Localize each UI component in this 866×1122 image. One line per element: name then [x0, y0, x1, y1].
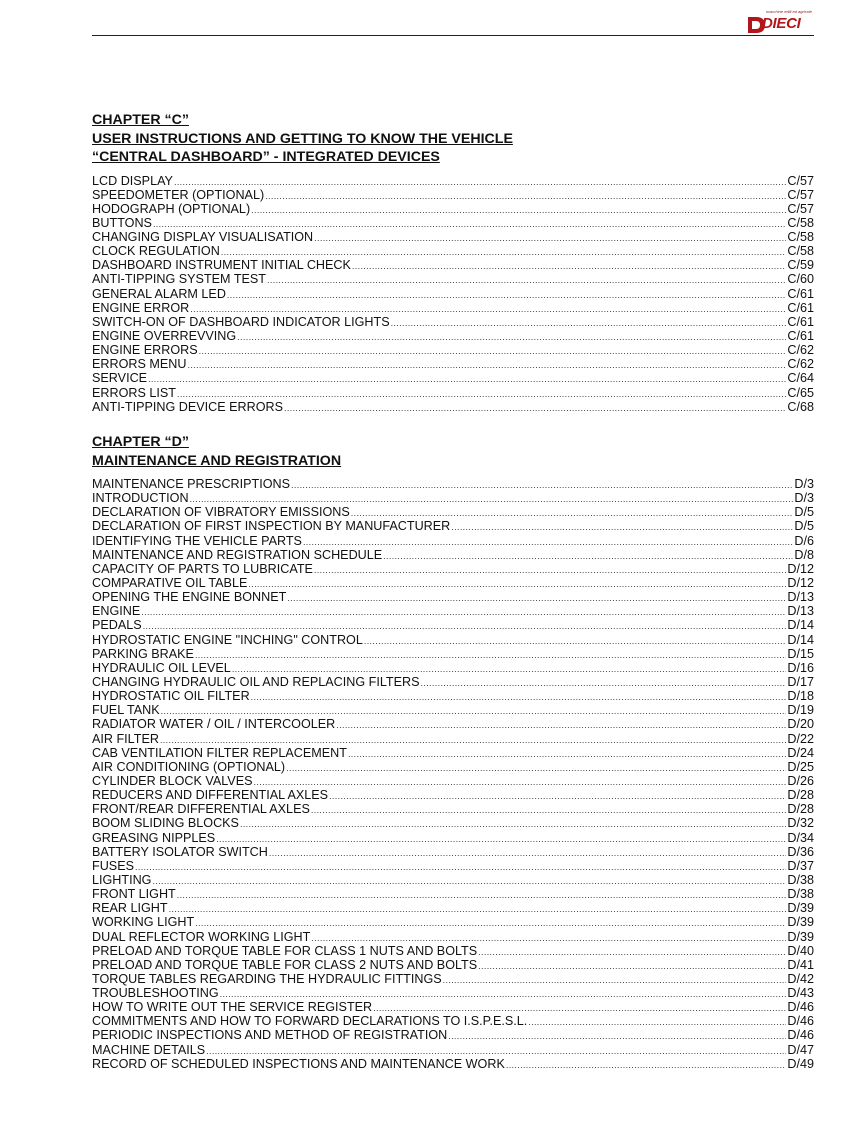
toc-dot-leader	[221, 245, 787, 259]
toc-dot-leader	[135, 860, 786, 874]
logo-tagline: macchine edili ed agricole	[766, 9, 813, 14]
toc-entry-page: D/46	[787, 1028, 814, 1043]
toc-entry-page: C/61	[787, 314, 814, 329]
toc-entry-title: HOW TO WRITE OUT THE SERVICE REGISTER	[92, 1000, 373, 1015]
toc-entry[interactable]	[92, 1057, 814, 1071]
toc-dot-leader	[443, 973, 787, 987]
toc-entry-title: SWITCH-ON OF DASHBOARD INDICATOR LIGHTS	[92, 314, 390, 329]
toc-entry-page: D/17	[787, 674, 814, 689]
header-divider	[92, 35, 814, 36]
toc-entry-title: FUEL TANK	[92, 703, 160, 718]
toc-entry-title: CHANGING DISPLAY VISUALISATION	[92, 230, 314, 245]
toc-entry[interactable]	[92, 788, 814, 802]
toc-dot-leader	[267, 273, 786, 287]
toc-dot-leader	[303, 535, 793, 549]
toc-entry-page: D/8	[794, 547, 814, 562]
toc-dot-leader	[248, 577, 786, 591]
toc-dot-leader	[227, 288, 786, 302]
toc-entry[interactable]	[92, 272, 814, 286]
toc-entry-page: C/57	[787, 201, 814, 216]
chapter-d-subtitle: MAINTENANCE AND REGISTRATION	[92, 452, 342, 469]
toc-entry-title: REAR LIGHT	[92, 901, 168, 916]
toc-entry-title: CHANGING HYDRAULIC OIL AND REPLACING FILTERS	[92, 674, 420, 689]
toc-dot-leader	[351, 506, 794, 520]
toc-entry[interactable]	[92, 329, 814, 343]
toc-dot-leader	[177, 387, 786, 401]
toc-dot-leader	[478, 959, 786, 973]
toc-entry[interactable]	[92, 604, 814, 618]
toc-dot-leader	[269, 846, 787, 860]
toc-entry[interactable]	[92, 576, 814, 590]
toc-entry-page: C/61	[787, 329, 814, 344]
toc-entry[interactable]	[92, 562, 814, 576]
toc-entry[interactable]	[92, 618, 814, 632]
toc-entry[interactable]	[92, 915, 814, 929]
toc-dot-leader	[364, 634, 787, 648]
toc-entry-title: DUAL REFLECTOR WORKING LIGHT	[92, 929, 311, 944]
toc-dot-leader	[152, 874, 786, 888]
toc-entry-title: COMMITMENTS AND HOW TO FORWARD DECLARATIONS TO I.S.P.E.S.L.	[92, 1014, 528, 1029]
toc-entry[interactable]	[92, 675, 814, 689]
toc-dot-leader	[329, 789, 786, 803]
toc-entry-page: D/20	[787, 717, 814, 732]
toc-dot-leader	[506, 1058, 787, 1072]
toc-entry-page: D/14	[787, 618, 814, 633]
toc-dot-leader	[528, 1015, 786, 1029]
toc-entry-page: C/58	[787, 230, 814, 245]
toc-entry-title: RECORD OF SCHEDULED INSPECTIONS AND MAINTENANCE WORK	[92, 1056, 505, 1071]
toc-entry-title: MACHINE DETAILS	[92, 1042, 206, 1057]
toc-entry-page: C/61	[787, 286, 814, 301]
toc-entry-title: REDUCERS AND DIFFERENTIAL AXLES	[92, 788, 329, 803]
toc-entry-page: C/61	[787, 300, 814, 315]
toc-entry-title: OPENING THE ENGINE BONNET	[92, 590, 287, 605]
toc-dot-leader	[383, 549, 793, 563]
toc-entry[interactable]	[92, 343, 814, 357]
toc-dot-leader	[348, 747, 786, 761]
toc-dot-leader	[265, 189, 786, 203]
toc-entry-title: WORKING LIGHT	[92, 915, 195, 930]
toc-entry-title: MAINTENANCE AND REGISTRATION SCHEDULE	[92, 547, 383, 562]
dieci-logo	[746, 8, 814, 34]
toc-entry-title: PRELOAD AND TORQUE TABLE FOR CLASS 1 NUTS AND BOLTS	[92, 943, 478, 958]
toc-dot-leader	[314, 563, 786, 577]
toc-entry-title: SPEEDOMETER (OPTIONAL)	[92, 187, 265, 202]
toc-dot-leader	[237, 330, 786, 344]
toc-entry-page: D/39	[787, 915, 814, 930]
chapter-d-title: CHAPTER “D”	[92, 434, 189, 450]
toc-entry[interactable]	[92, 188, 814, 202]
toc-entry[interactable]	[92, 371, 814, 385]
toc-entry-title: CLOCK REGULATION	[92, 244, 220, 259]
toc-dot-leader	[190, 492, 794, 506]
toc-entry[interactable]	[92, 845, 814, 859]
toc-entry-page: C/57	[787, 173, 814, 188]
toc-entry-page: D/5	[794, 505, 814, 520]
toc-entry[interactable]	[92, 873, 814, 887]
toc-entry-page: D/26	[787, 773, 814, 788]
toc-dot-leader	[478, 945, 786, 959]
toc-dot-leader	[206, 1044, 786, 1058]
toc-entry[interactable]	[92, 548, 814, 562]
toc-dot-leader	[169, 902, 787, 916]
chapter-c-section-title: “CENTRAL DASHBOARD” - INTEGRATED DEVICES	[92, 149, 440, 165]
toc-entry-page: D/38	[787, 887, 814, 902]
toc-entry[interactable]	[92, 746, 814, 760]
chapter-c-toc	[92, 174, 814, 414]
toc-entry[interactable]	[92, 491, 814, 505]
toc-entry-page: D/24	[787, 745, 814, 760]
toc-entry-page: D/43	[787, 986, 814, 1001]
toc-entry[interactable]	[92, 400, 814, 414]
toc-dot-leader	[216, 832, 786, 846]
toc-dot-leader	[251, 690, 787, 704]
toc-entry-title: LIGHTING	[92, 872, 152, 887]
toc-entry-page: D/46	[787, 1000, 814, 1015]
chapter-c-section	[92, 111, 814, 414]
toc-dot-leader	[195, 916, 786, 930]
toc-entry-page: C/62	[787, 343, 814, 358]
toc-entry[interactable]	[92, 477, 814, 491]
chapter-d-toc	[92, 477, 814, 1071]
toc-entry[interactable]	[92, 944, 814, 958]
toc-dot-leader	[199, 344, 787, 358]
toc-entry-page: D/37	[787, 858, 814, 873]
chapter-c-subtitle: USER INSTRUCTIONS AND GETTING TO KNOW THE VEHICLE	[92, 130, 513, 147]
toc-entry-page: D/6	[794, 533, 814, 548]
toc-entry-title: TORQUE TABLES REGARDING THE HYDRAULIC FITTINGS	[92, 971, 442, 986]
toc-entry[interactable]	[92, 258, 814, 272]
toc-dot-leader	[373, 1001, 786, 1015]
toc-dot-leader	[187, 358, 786, 372]
toc-entry-page: C/64	[787, 371, 814, 386]
toc-entry-page: D/13	[787, 590, 814, 605]
toc-entry-page: D/28	[787, 788, 814, 803]
toc-entry-title: PRELOAD AND TORQUE TABLE FOR CLASS 2 NUTS AND BOLTS	[92, 957, 478, 972]
toc-entry-page: D/40	[787, 943, 814, 958]
toc-entry-title: COMPARATIVE OIL TABLE	[92, 575, 248, 590]
toc-entry[interactable]	[92, 831, 814, 845]
toc-entry[interactable]	[92, 930, 814, 944]
toc-entry[interactable]	[92, 386, 814, 400]
toc-entry-title: CAPACITY OF PARTS TO LUBRICATE	[92, 561, 313, 576]
toc-entry-title: HODOGRAPH (OPTIONAL)	[92, 201, 251, 216]
toc-entry-title: CYLINDER BLOCK VALVES	[92, 773, 253, 788]
toc-entry-page: D/22	[787, 731, 814, 746]
toc-entry-page: C/59	[787, 258, 814, 273]
toc-entry-title: HYDROSTATIC OIL FILTER	[92, 689, 250, 704]
toc-dot-leader	[314, 231, 786, 245]
toc-entry[interactable]	[92, 357, 814, 371]
toc-entry-page: D/46	[787, 1014, 814, 1029]
toc-entry[interactable]	[92, 1014, 814, 1028]
toc-entry-title: ERRORS LIST	[92, 385, 176, 400]
toc-entry[interactable]	[92, 816, 814, 830]
toc-entry[interactable]	[92, 661, 814, 675]
toc-entry[interactable]	[92, 216, 814, 230]
toc-entry-title: CAB VENTILATION FILTER REPLACEMENT	[92, 745, 347, 760]
toc-entry-title: ENGINE ERROR	[92, 300, 190, 315]
toc-entry-page: D/12	[787, 561, 814, 576]
toc-entry-title: ENGINE ERRORS	[92, 343, 198, 358]
toc-entry-page: D/19	[787, 703, 814, 718]
toc-entry-title: FRONT/REAR DIFFERENTIAL AXLES	[92, 802, 310, 817]
toc-entry[interactable]	[92, 703, 814, 717]
toc-entry-title: GREASING NIPPLES	[92, 830, 216, 845]
toc-dot-leader	[291, 478, 793, 492]
toc-entry-title: AIR CONDITIONING (OPTIONAL)	[92, 759, 286, 774]
toc-entry-title: INTRODUCTION	[92, 491, 189, 506]
logo-wordmark: DIECI	[762, 15, 801, 32]
toc-entry-page: D/16	[787, 660, 814, 675]
toc-dot-leader	[311, 931, 786, 945]
toc-entry-title: IDENTIFYING THE VEHICLE PARTS	[92, 533, 302, 548]
toc-entry-title: MAINTENANCE PRESCRIPTIONS	[92, 477, 291, 491]
toc-entry-page: D/12	[787, 575, 814, 590]
toc-entry[interactable]	[92, 287, 814, 301]
toc-dot-leader	[177, 888, 787, 902]
toc-entry[interactable]	[92, 958, 814, 972]
toc-entry[interactable]	[92, 505, 814, 519]
toc-entry-title: HYDROSTATIC ENGINE "INCHING" CONTROL	[92, 632, 363, 647]
toc-entry-title: ENGINE	[92, 604, 141, 619]
toc-dot-leader	[195, 648, 786, 662]
toc-entry[interactable]	[92, 802, 814, 816]
toc-entry[interactable]	[92, 859, 814, 873]
chapter-d-section	[92, 433, 814, 1071]
toc-dot-leader	[286, 761, 786, 775]
toc-entry[interactable]	[92, 717, 814, 731]
toc-entry-title: GENERAL ALARM LED	[92, 286, 226, 301]
toc-dot-leader	[160, 733, 786, 747]
toc-entry[interactable]	[92, 202, 814, 216]
toc-entry[interactable]	[92, 647, 814, 661]
toc-entry-title: HYDRAULIC OIL LEVEL	[92, 660, 231, 675]
toc-entry-title: RADIATOR WATER / OIL / INTERCOOLER	[92, 717, 336, 732]
toc-entry[interactable]	[92, 689, 814, 703]
toc-dot-leader	[391, 316, 787, 330]
toc-entry[interactable]	[92, 1028, 814, 1042]
toc-entry-page: D/36	[787, 844, 814, 859]
toc-entry-title: ERRORS MENU	[92, 357, 187, 372]
toc-entry[interactable]	[92, 732, 814, 746]
toc-entry-page: D/5	[794, 519, 814, 534]
toc-entry-page: D/41	[787, 957, 814, 972]
toc-dot-leader	[451, 520, 793, 534]
toc-entry-page: D/38	[787, 872, 814, 887]
toc-entry-title: FRONT LIGHT	[92, 887, 176, 902]
toc-entry-page: D/42	[787, 971, 814, 986]
toc-entry[interactable]	[92, 1043, 814, 1057]
toc-entry-page: D/34	[787, 830, 814, 845]
toc-entry-page: C/57	[787, 187, 814, 202]
toc-entry-page: D/39	[787, 929, 814, 944]
toc-entry-title: AIR FILTER	[92, 731, 159, 746]
toc-dot-leader	[352, 259, 786, 273]
toc-dot-leader	[220, 987, 787, 1001]
toc-entry[interactable]	[92, 972, 814, 986]
toc-dot-leader	[232, 662, 787, 676]
toc-entry-title: FUSES	[92, 858, 134, 873]
toc-entry-page: D/28	[787, 802, 814, 817]
toc-entry-page: D/49	[787, 1056, 814, 1071]
toc-entry-page: C/62	[787, 357, 814, 372]
toc-dot-leader	[190, 302, 786, 316]
toc-dot-leader	[287, 591, 786, 605]
toc-entry-page: D/39	[787, 901, 814, 916]
toc-entry-page: D/3	[794, 477, 814, 491]
toc-dot-leader	[240, 817, 786, 831]
toc-entry[interactable]	[92, 244, 814, 258]
toc-entry-title: ENGINE OVERREVVING	[92, 329, 237, 344]
toc-entry-title: PARKING BRAKE	[92, 646, 194, 661]
toc-entry-page: D/13	[787, 604, 814, 619]
toc-entry[interactable]	[92, 519, 814, 533]
toc-dot-leader	[161, 704, 787, 718]
toc-entry-page: D/25	[787, 759, 814, 774]
toc-dot-leader	[254, 775, 787, 789]
toc-entry-title: DECLARATION OF FIRST INSPECTION BY MANUFACTURER	[92, 519, 451, 534]
toc-entry-page: D/15	[787, 646, 814, 661]
toc-entry[interactable]	[92, 901, 814, 915]
toc-entry-page: C/58	[787, 244, 814, 259]
toc-dot-leader	[284, 401, 786, 415]
chapter-c-title: CHAPTER “C”	[92, 112, 189, 128]
toc-entry-title: BATTERY ISOLATOR SWITCH	[92, 844, 268, 859]
toc-dot-leader	[174, 175, 786, 189]
toc-entry-title: SERVICE	[92, 371, 148, 386]
toc-entry[interactable]	[92, 534, 814, 548]
toc-entry-title: LCD DISPLAY	[92, 173, 173, 188]
toc-entry-title: DECLARATION OF VIBRATORY EMISSIONS	[92, 505, 350, 520]
toc-entry[interactable]	[92, 760, 814, 774]
toc-entry-page: D/18	[787, 689, 814, 704]
toc-entry-page: D/47	[787, 1042, 814, 1057]
toc-entry-title: BOOM SLIDING BLOCKS	[92, 816, 239, 831]
toc-dot-leader	[311, 803, 787, 817]
toc-entry[interactable]	[92, 1000, 814, 1014]
toc-entry[interactable]	[92, 315, 814, 329]
toc-dot-leader	[448, 1029, 786, 1043]
toc-entry-title: TROUBLESHOOTING	[92, 986, 219, 1001]
toc-dot-leader	[148, 372, 786, 386]
toc-entry-title: DASHBOARD INSTRUMENT INITIAL CHECK	[92, 258, 351, 273]
toc-entry-title: BUTTONS	[92, 215, 152, 230]
toc-entry-page: D/14	[787, 632, 814, 647]
toc-entry[interactable]	[92, 774, 814, 788]
toc-entry-page: C/65	[787, 385, 814, 400]
toc-dot-leader	[421, 676, 787, 690]
toc-dot-leader	[141, 605, 786, 619]
toc-dot-leader	[251, 203, 786, 217]
toc-entry-title: ANTI-TIPPING SYSTEM TEST	[92, 272, 267, 287]
toc-entry[interactable]	[92, 301, 814, 315]
toc-entry[interactable]	[92, 230, 814, 244]
toc-dot-leader	[143, 619, 787, 633]
toc-entry[interactable]	[92, 633, 814, 647]
toc-entry-page: D/3	[794, 491, 814, 506]
toc-entry[interactable]	[92, 887, 814, 901]
toc-entry-page: C/60	[787, 272, 814, 287]
toc-entry-title: PERIODIC INSPECTIONS AND METHOD OF REGISTRATION	[92, 1028, 448, 1043]
toc-entry-page: C/58	[787, 215, 814, 230]
toc-dot-leader	[336, 718, 786, 732]
toc-entry-page: D/32	[787, 816, 814, 831]
toc-entry-title: ANTI-TIPPING DEVICE ERRORS	[92, 399, 284, 414]
toc-entry-title: PEDALS	[92, 618, 142, 633]
toc-dot-leader	[153, 217, 786, 231]
toc-entry[interactable]	[92, 174, 814, 188]
toc-entry[interactable]	[92, 590, 814, 604]
toc-entry-page: C/68	[787, 399, 814, 414]
toc-entry[interactable]	[92, 986, 814, 1000]
